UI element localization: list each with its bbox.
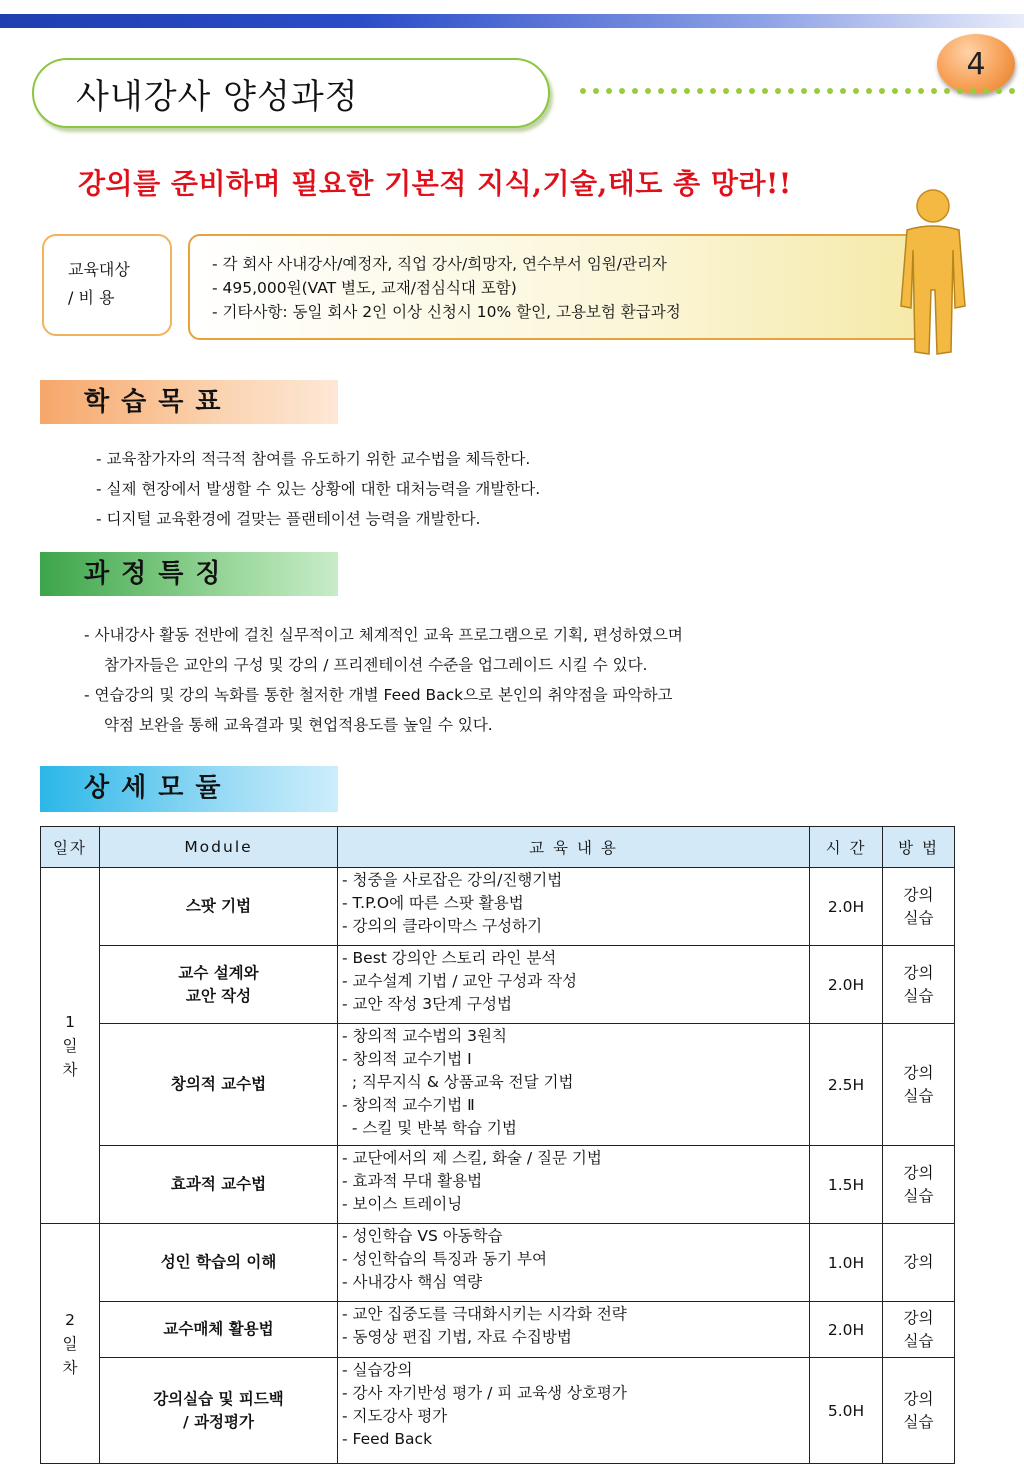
divider-dot — [944, 88, 950, 94]
divider-dot — [840, 88, 846, 94]
section-modules-title: 상세모듈 — [40, 766, 338, 812]
table-row — [41, 1358, 955, 1464]
table-row — [41, 1224, 955, 1302]
dotted-divider — [580, 88, 1024, 100]
table-row — [41, 868, 955, 946]
method-cell: 강의 실습 — [883, 868, 955, 946]
target-label-box — [42, 234, 172, 336]
module-cell: 강의실습 및 피드백 / 과정평가 — [100, 1358, 338, 1464]
goal-item: - 실제 현장에서 발생할 수 있는 상황에 대한 대처능력을 개발한다. — [96, 480, 541, 498]
divider-dot — [606, 88, 612, 94]
divider-dot — [918, 88, 924, 94]
person-icon — [893, 186, 973, 358]
divider-dot — [866, 88, 872, 94]
method-cell: 강의 실습 — [883, 1024, 955, 1146]
divider-dot — [827, 88, 833, 94]
divider-dot — [970, 88, 976, 94]
content-cell: - 청중을 사로잡은 강의/진행기법 - T.P.O에 따른 스팟 활용법 - 강의의 클라이막스 구성하기 — [338, 868, 810, 946]
divider-dot — [671, 88, 677, 94]
features-list — [84, 620, 683, 740]
section-goals-title: 학습목표 — [40, 380, 338, 424]
page-title-box — [32, 58, 550, 128]
divider-dot — [983, 88, 989, 94]
divider-dot — [801, 88, 807, 94]
method-cell: 강의 실습 — [883, 1358, 955, 1464]
time-cell: 2.0H — [810, 1302, 883, 1358]
divider-dot — [814, 88, 820, 94]
divider-dot — [879, 88, 885, 94]
page-number-badge: 4 — [937, 34, 1015, 94]
method-cell: 강의 실습 — [883, 1146, 955, 1224]
content-cell: - 성인학습 VS 아동학습 - 성인학습의 특징과 동기 부여 - 사내강사 핵심 역량 — [338, 1224, 810, 1302]
module-cell: 창의적 교수법 — [100, 1024, 338, 1146]
goal-item: - 교육참가자의 적극적 참여를 유도하기 위한 교수법을 체득한다. — [96, 450, 531, 468]
content-cell: - Best 강의안 스토리 라인 분석 - 교수설계 기법 / 교안 구성과 작성 - 교안 작성 3단계 구성법 — [338, 946, 810, 1024]
content-cell: - 교단에서의 제 스킬, 화술 / 질문 기법 - 효과적 무대 활용법 - 보이스 트레이닝 — [338, 1146, 810, 1224]
feature-line: - 연습강의 및 강의 녹화를 통한 철저한 개별 Feed Back으로 본인의 취약점을 파악하고 — [84, 686, 673, 704]
module-cell: 교수 설계와 교안 작성 — [100, 946, 338, 1024]
feature-line: - 사내강사 활동 전반에 걸친 실무적이고 체계적인 교육 프로그램으로 기획, 편성하였으며 — [84, 626, 683, 644]
target-line: - 기타사항: 동일 회사 2인 이상 신청시 10% 할인, 고용보험 환급과정 — [212, 303, 681, 321]
divider-dot — [1009, 88, 1015, 94]
module-cell: 교수매체 활용법 — [100, 1302, 338, 1358]
divider-dot — [853, 88, 859, 94]
module-table — [40, 826, 955, 1464]
page-title: 사내강사 양성과정 — [76, 76, 359, 117]
table-header-row — [41, 827, 955, 868]
divider-dot — [762, 88, 768, 94]
content-cell: - 교안 집중도를 극대화시키는 시각화 전략 - 동영상 편집 기법, 자료 수집방법 — [338, 1302, 810, 1358]
divider-dot — [905, 88, 911, 94]
target-label-line2: / 비 용 — [68, 288, 115, 307]
divider-dot — [723, 88, 729, 94]
content-cell: - 창의적 교수법의 3원칙 - 창의적 교수기법 Ⅰ ; 직무지식 & 상품교육 전달 기법 - 창의적 교수기법 Ⅱ - 스킬 및 반복 학습 기법 — [338, 1024, 810, 1146]
time-cell: 2.0H — [810, 868, 883, 946]
content-cell: - 실습강의 - 강사 자기반성 평가 / 피 교육생 상호평가 - 지도강사 평가 - Feed Back — [338, 1358, 810, 1464]
target-info-box — [188, 234, 928, 340]
time-cell: 2.0H — [810, 946, 883, 1024]
divider-dot — [580, 88, 586, 94]
module-cell: 효과적 교수법 — [100, 1146, 338, 1224]
time-cell: 2.5H — [810, 1024, 883, 1146]
header-time: 시 간 — [810, 827, 883, 868]
day-cell: 2 일 차 — [41, 1224, 100, 1464]
divider-dot — [645, 88, 651, 94]
divider-dot — [736, 88, 742, 94]
feature-line: 참가자들은 교안의 구성 및 강의 / 프리젠테이션 수준을 업그레이드 시킬 수 있다. — [104, 656, 648, 674]
header-module: Module — [100, 827, 338, 868]
feature-line: 약점 보완을 통해 교육결과 및 현업적용도를 높일 수 있다. — [104, 716, 493, 734]
headline: 강의를 준비하며 필요한 기본적 지식,기술,태도 총 망라!! — [78, 167, 792, 200]
divider-dot — [619, 88, 625, 94]
header-day: 일자 — [41, 827, 100, 868]
divider-dot — [749, 88, 755, 94]
table-row — [41, 1302, 955, 1358]
target-line: - 495,000원(VAT 별도, 교재/점심식대 포함) — [212, 279, 517, 297]
method-cell: 강의 실습 — [883, 946, 955, 1024]
header-method: 방 법 — [883, 827, 955, 868]
goals-list — [96, 444, 540, 534]
divider-dot — [931, 88, 937, 94]
time-cell: 1.0H — [810, 1224, 883, 1302]
top-gradient-bar — [0, 14, 1024, 28]
method-cell: 강의 실습 — [883, 1302, 955, 1358]
divider-dot — [632, 88, 638, 94]
divider-dot — [892, 88, 898, 94]
divider-dot — [775, 88, 781, 94]
table-row — [41, 1146, 955, 1224]
table-row — [41, 1024, 955, 1146]
day-cell: 1 일 차 — [41, 868, 100, 1224]
method-cell: 강의 — [883, 1224, 955, 1302]
module-cell: 성인 학습의 이해 — [100, 1224, 338, 1302]
target-line: - 각 회사 사내강사/예정자, 직업 강사/희망자, 연수부서 임원/관리자 — [212, 255, 667, 273]
section-features-title: 과정특징 — [40, 552, 338, 596]
time-cell: 5.0H — [810, 1358, 883, 1464]
divider-dot — [788, 88, 794, 94]
goal-item: - 디지털 교육환경에 걸맞는 플랜테이션 능력을 개발한다. — [96, 510, 481, 528]
module-cell: 스팟 기법 — [100, 868, 338, 946]
divider-dot — [996, 88, 1002, 94]
table-row — [41, 946, 955, 1024]
divider-dot — [710, 88, 716, 94]
divider-dot — [658, 88, 664, 94]
header-content: 교 육 내 용 — [338, 827, 810, 868]
target-label-line1: 교육대상 — [68, 260, 130, 279]
divider-dot — [697, 88, 703, 94]
divider-dot — [684, 88, 690, 94]
divider-dot — [593, 88, 599, 94]
time-cell: 1.5H — [810, 1146, 883, 1224]
divider-dot — [957, 88, 963, 94]
